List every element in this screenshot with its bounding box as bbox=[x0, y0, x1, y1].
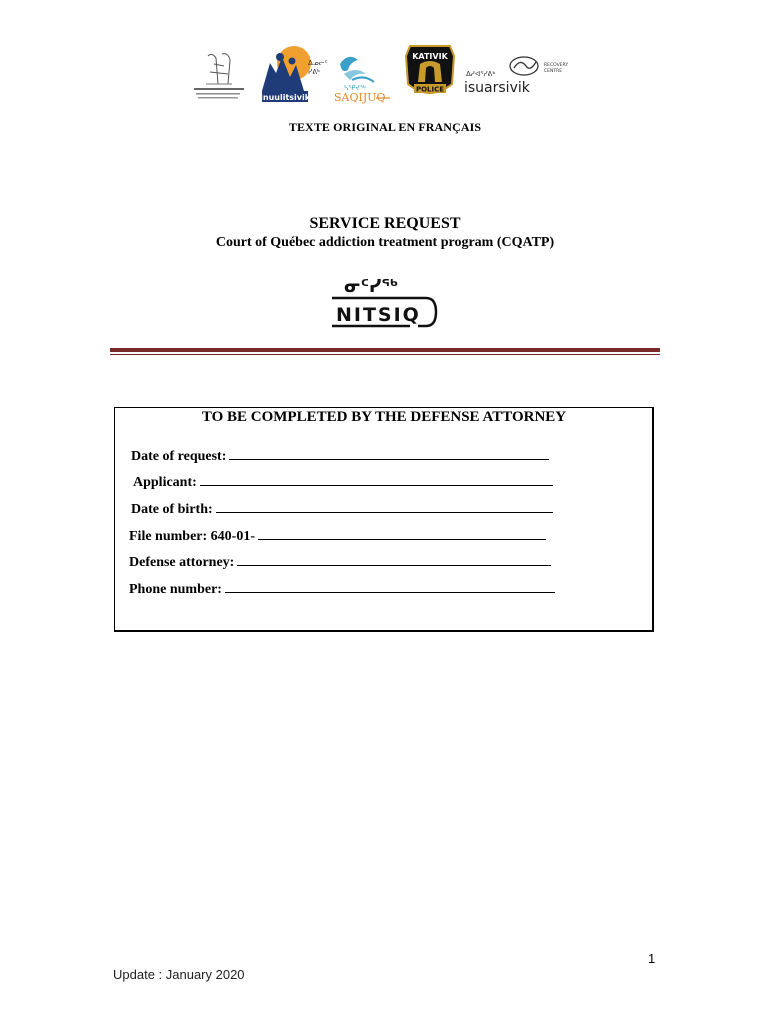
date-of-request-field[interactable] bbox=[131, 447, 549, 465]
section-divider bbox=[110, 348, 660, 352]
defense-attorney-form-box bbox=[114, 407, 654, 632]
kativik-regional-logo bbox=[188, 50, 250, 102]
isuarsivik-logo bbox=[464, 54, 580, 98]
saqijuq-logo bbox=[330, 52, 392, 106]
svg-text:KATIVIK: KATIVIK bbox=[412, 52, 448, 61]
isuarsivik-label: isuarsivik bbox=[464, 80, 530, 96]
phone-number-line[interactable] bbox=[225, 580, 555, 593]
nitsiq-wordmark: NITSIQ bbox=[336, 304, 421, 326]
date-of-request-label: Date of request: bbox=[131, 449, 227, 464]
nitsiq-logo bbox=[330, 270, 440, 332]
phone-number-field[interactable] bbox=[129, 580, 555, 598]
svg-text:CENTRE: CENTRE bbox=[544, 69, 563, 74]
nitsiq-syllabics: ᓂᑦᓯᖅ bbox=[344, 277, 399, 297]
date-of-request-line[interactable] bbox=[229, 447, 549, 460]
phone-number-label: Phone number: bbox=[129, 582, 222, 597]
form-heading: TO BE COMPLETED BY THE DEFENSE ATTORNEY bbox=[201, 409, 567, 425]
svg-text:RECOVERY: RECOVERY bbox=[544, 63, 569, 68]
page-number: 1 bbox=[648, 951, 656, 966]
date-of-birth-field[interactable] bbox=[131, 500, 553, 518]
inuulitsivik-logo bbox=[256, 43, 328, 105]
page-subtitle: Court of Québec addiction treatment program (CQATP) bbox=[215, 235, 555, 250]
file-number-field[interactable] bbox=[129, 527, 546, 545]
file-number-line[interactable] bbox=[258, 527, 546, 540]
applicant-label: Applicant: bbox=[133, 475, 197, 490]
file-number-label: File number: 640-01- bbox=[129, 529, 255, 544]
svg-text:ᓯᕕᒃ: ᓯᕕᒃ bbox=[308, 68, 320, 76]
date-of-birth-label: Date of birth: bbox=[131, 502, 213, 517]
page-title: SERVICE REQUEST bbox=[309, 215, 461, 232]
defense-attorney-line[interactable] bbox=[237, 553, 551, 566]
applicant-field[interactable] bbox=[133, 473, 553, 491]
section-divider-thin bbox=[110, 354, 660, 355]
svg-text:ᓴᕿᔪᖅ: ᓴᕿᔪᖅ bbox=[344, 84, 366, 92]
partner-logos bbox=[180, 40, 580, 110]
update-date-footer: Update : January 2020 bbox=[113, 967, 245, 982]
defense-attorney-field[interactable] bbox=[129, 553, 551, 571]
svg-text:ᐃᓄᓕᑦ: ᐃᓄᓕᑦ bbox=[308, 59, 328, 67]
applicant-line[interactable] bbox=[200, 473, 553, 486]
svg-text:ᐃᓱᐊᕐᓯᕕᒃ: ᐃᓱᐊᕐᓯᕕᒃ bbox=[466, 70, 496, 78]
inuulitsivik-label: Inuulitsivik bbox=[259, 93, 311, 102]
defense-attorney-label: Defense attorney: bbox=[129, 555, 235, 570]
kativik-police-logo bbox=[402, 42, 458, 104]
svg-text:POLICE: POLICE bbox=[415, 85, 445, 94]
date-of-birth-line[interactable] bbox=[216, 500, 553, 513]
saqijuq-label: SAQIJUQ bbox=[334, 91, 386, 104]
original-language-note: TEXTE ORIGINAL EN FRANÇAIS bbox=[288, 120, 482, 134]
